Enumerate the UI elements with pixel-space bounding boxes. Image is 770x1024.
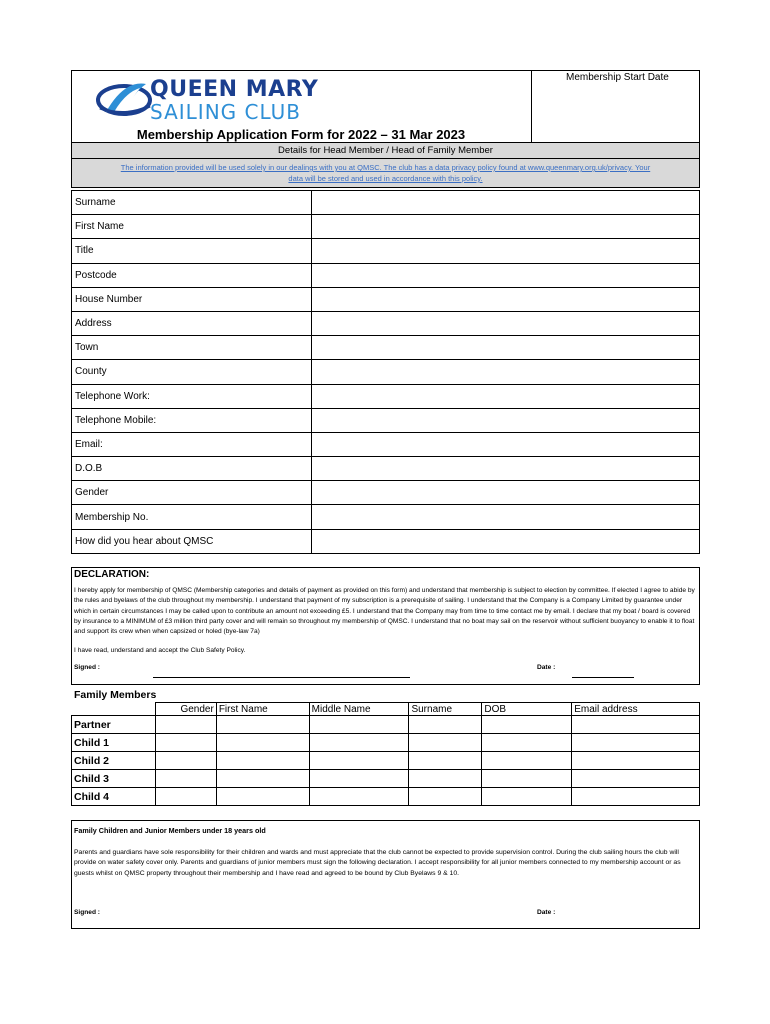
family-members-title: Family Members	[74, 689, 157, 701]
family-row-child-4	[72, 788, 700, 806]
gender-cell[interactable]	[155, 716, 216, 734]
gender-cell[interactable]	[155, 752, 216, 770]
dob-cell[interactable]	[482, 752, 572, 770]
email-cell[interactable]	[572, 770, 700, 788]
field-label: D.O.B	[72, 457, 312, 481]
field-input[interactable]	[312, 239, 700, 263]
details-header: Details for Head Member / Head of Family Member	[71, 142, 700, 159]
family-row-partner	[72, 716, 700, 734]
field-label: Membership No.	[72, 505, 312, 529]
family-row-child-1	[72, 734, 700, 752]
field-input[interactable]	[312, 481, 700, 505]
declaration-title: DECLARATION:	[74, 569, 150, 580]
email-cell[interactable]	[572, 752, 700, 770]
privacy-notice[interactable]	[71, 159, 700, 188]
column-header-surname: Surname	[409, 703, 482, 716]
field-row	[72, 384, 700, 408]
safety-policy-text: I have read, understand and accept the Club Safety Policy.	[74, 647, 246, 654]
junior-signed-label: Signed :	[74, 909, 101, 916]
junior-members-text: Parents and guardians have sole responsibility for their children and wards and must appreciate that the club cannot be expected to provide supervision control. During the club sailing hours the club will provide on water safety cover only. Parents and guardians of junior members must sign the following declaration. I accept responsibility for all junior members connected to my membership account or as guests whilst on QMSC property throughout their membership and I have read and agreed to be bound by Club Byelaws 9 & 10.	[74, 849, 681, 877]
row-label: Child 4	[72, 788, 156, 806]
field-row	[72, 336, 700, 360]
column-header-middle-name: Middle Name	[309, 703, 409, 716]
field-row	[72, 215, 700, 239]
logo-title: QUEEN MARY	[150, 77, 319, 102]
column-header-first-name: First Name	[216, 703, 309, 716]
junior-members-title: Family Children and Junior Members under 18 years old	[74, 826, 266, 835]
field-label: Telephone Mobile:	[72, 408, 312, 432]
field-input[interactable]	[312, 529, 700, 553]
declaration-text: I hereby apply for membership of QMSC (Membership categories and details of payment as provided on this form) and understand that membership is subject to election by committee. If elected I agree to abide by the rules and byelaws of the club throughout my membership. I understand that payment of my subscription is a prerequisite of sailing. I understand that the Company is a Company Limited by guarantee under which in certain circumstances I may be called upon to contribute an amount not exceeding £5. I understand that the Company may from time to time contact me by email. I declare that my boat / board is covered by insurance to a MINIMUM of £3 million third party cover and will remain so throughout my membership of QMSC. I understand that no boat may sail on the reservoir without sufficient buoyancy to enable it to float and support its crew when when capsized or holed (bye-law 7a)	[74, 587, 695, 636]
declaration-date-field[interactable]	[572, 677, 634, 678]
row-label: Child 1	[72, 734, 156, 752]
declaration-date-label: Date :	[537, 664, 556, 671]
family-members-table	[71, 702, 700, 806]
field-row	[72, 505, 700, 529]
field-label: Gender	[72, 481, 312, 505]
first-name-cell[interactable]	[216, 734, 309, 752]
family-row-child-2	[72, 752, 700, 770]
form-title: Membership Application Form for 2022 – 31 Mar 2023	[136, 127, 466, 142]
middle-name-cell[interactable]	[309, 770, 409, 788]
first-name-cell[interactable]	[216, 752, 309, 770]
field-label: Postcode	[72, 263, 312, 287]
field-input[interactable]	[312, 191, 700, 215]
field-input[interactable]	[312, 384, 700, 408]
membership-start-date-label: Membership Start Date	[566, 72, 669, 83]
field-row	[72, 432, 700, 456]
field-row	[72, 311, 700, 335]
field-label: Title	[72, 239, 312, 263]
junior-date-label: Date :	[537, 909, 556, 916]
field-row	[72, 529, 700, 553]
first-name-cell[interactable]	[216, 788, 309, 806]
field-row	[72, 191, 700, 215]
field-label: First Name	[72, 215, 312, 239]
family-header-row	[72, 703, 700, 716]
field-input[interactable]	[312, 215, 700, 239]
surname-cell[interactable]	[409, 752, 482, 770]
surname-cell[interactable]	[409, 788, 482, 806]
field-row	[72, 360, 700, 384]
field-label: House Number	[72, 287, 312, 311]
column-header-email: Email address	[572, 703, 700, 716]
declaration-signature-field[interactable]	[153, 677, 410, 678]
privacy-line-2: data will be stored and used in accordance with this policy.	[288, 174, 483, 183]
field-input[interactable]	[312, 336, 700, 360]
field-label: How did you hear about QMSC	[72, 529, 312, 553]
field-input[interactable]	[312, 457, 700, 481]
dob-cell[interactable]	[482, 716, 572, 734]
field-label: Surname	[72, 191, 312, 215]
field-row	[72, 408, 700, 432]
field-input[interactable]	[312, 505, 700, 529]
family-header-blank	[72, 703, 156, 716]
field-row	[72, 263, 700, 287]
email-cell[interactable]	[572, 716, 700, 734]
first-name-cell[interactable]	[216, 716, 309, 734]
family-row-child-3	[72, 770, 700, 788]
field-input[interactable]	[312, 287, 700, 311]
logo-subtitle: SAILING CLUB	[150, 100, 301, 124]
field-row	[72, 287, 700, 311]
surname-cell[interactable]	[409, 770, 482, 788]
personal-details-table	[71, 190, 700, 554]
row-label: Child 3	[72, 770, 156, 788]
field-row	[72, 457, 700, 481]
field-label: Telephone Work:	[72, 384, 312, 408]
field-input[interactable]	[312, 432, 700, 456]
dob-cell[interactable]	[482, 770, 572, 788]
declaration-signed-label: Signed :	[74, 664, 101, 671]
surname-cell[interactable]	[409, 734, 482, 752]
first-name-cell[interactable]	[216, 770, 309, 788]
dob-cell[interactable]	[482, 734, 572, 752]
gender-cell[interactable]	[155, 788, 216, 806]
middle-name-cell[interactable]	[309, 716, 409, 734]
field-label: Town	[72, 336, 312, 360]
middle-name-cell[interactable]	[309, 734, 409, 752]
column-header-dob: DOB	[482, 703, 572, 716]
email-cell[interactable]	[572, 734, 700, 752]
dob-cell[interactable]	[482, 788, 572, 806]
field-input[interactable]	[312, 311, 700, 335]
field-label: Address	[72, 311, 312, 335]
field-input[interactable]	[312, 263, 700, 287]
middle-name-cell[interactable]	[309, 752, 409, 770]
email-cell[interactable]	[572, 788, 700, 806]
field-label: Email:	[72, 432, 312, 456]
field-input[interactable]	[312, 360, 700, 384]
field-row	[72, 481, 700, 505]
privacy-line-1: The information provided will be used solely in our dealings with you at QMSC. The club has a data privacy policy found at www.queenmary.org.uk/privacy. Your	[120, 163, 651, 172]
surname-cell[interactable]	[409, 716, 482, 734]
column-header-gender: Gender	[155, 703, 216, 716]
gender-cell[interactable]	[155, 770, 216, 788]
row-label: Child 2	[72, 752, 156, 770]
field-label: County	[72, 360, 312, 384]
middle-name-cell[interactable]	[309, 788, 409, 806]
field-input[interactable]	[312, 408, 700, 432]
gender-cell[interactable]	[155, 734, 216, 752]
field-row	[72, 239, 700, 263]
row-label: Partner	[72, 716, 156, 734]
